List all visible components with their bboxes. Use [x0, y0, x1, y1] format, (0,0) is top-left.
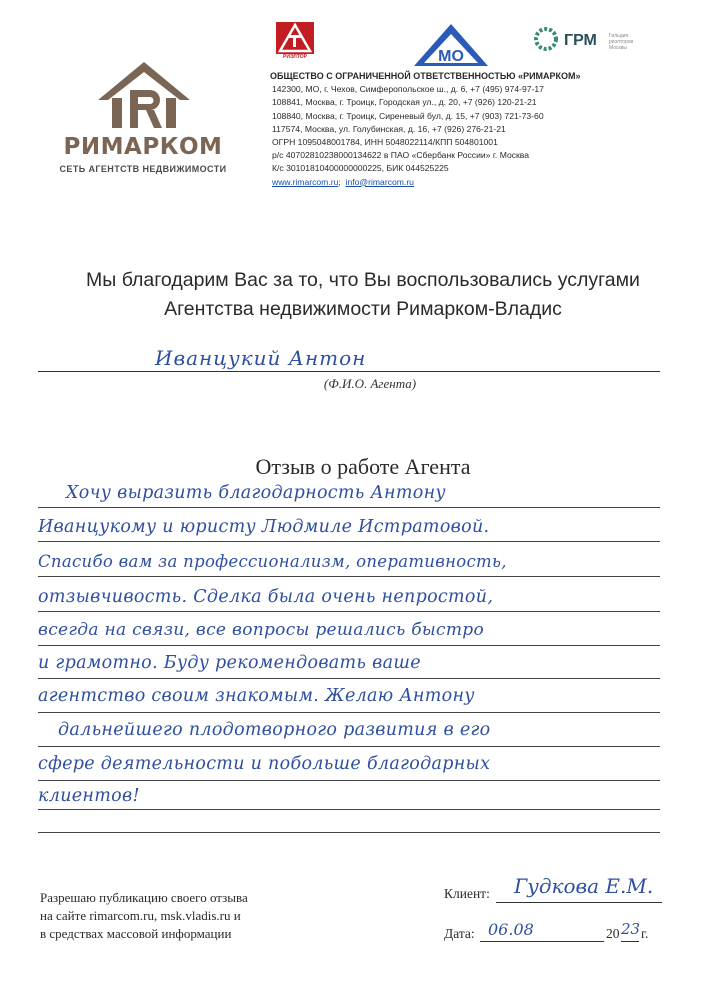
review-rule	[38, 832, 660, 833]
grm-subtitle: Гильдия риэлторов Москвы	[609, 33, 634, 51]
heading-line-2: Агентства недвижимости Римарком-Владис	[164, 298, 562, 320]
company-corr-account: К/с 30101810400000000225, БИК 044525225	[272, 163, 449, 174]
heading-line-1: Мы благодарим Вас за то, что Вы воспользовались услугами	[86, 269, 640, 291]
mo-text: МО	[438, 48, 464, 65]
review-rule	[38, 678, 660, 679]
realtor-emblem-icon	[276, 22, 314, 54]
company-bank-account: р/с 40702810238000134622 в ПАО «Сбербанк России» г. Москва	[272, 150, 530, 161]
review-line: дальнейшего плодотворного развития в его	[58, 720, 491, 740]
review-rule	[38, 746, 660, 747]
grm-ring-icon	[533, 26, 559, 52]
mo-emblem-icon	[412, 22, 490, 68]
review-line: сфере деятельности и побольше благодарных	[38, 754, 491, 774]
company-address-2: 108841, Москва, г. Троицк, Городская ул., д. 20, +7 (926) 120-21-21	[272, 97, 537, 108]
brand-tagline: СЕТЬ АГЕНТСТВ НЕДВИЖИМОСТИ	[59, 164, 227, 174]
date-label: Дата:	[444, 926, 475, 941]
review-line: клиентов!	[38, 786, 140, 806]
date-line	[480, 941, 604, 942]
company-address-4: 117574, Москва, ул. Голубинская, д. 16, +7 (926) 276-21-21	[272, 123, 506, 134]
review-rule	[38, 541, 660, 542]
email-link[interactable]: info@rimarcom.ru	[345, 176, 414, 187]
client-signature-line	[496, 902, 662, 903]
year-suffix: г.	[641, 926, 649, 941]
year-line	[621, 941, 639, 942]
permission-line: Разрешаю публикацию своего отзыва	[40, 890, 248, 905]
review-line: Спасибо вам за профессионализм, оперативность,	[38, 552, 507, 571]
year-prefix: 20	[606, 926, 620, 941]
company-name: ОБЩЕСТВО С ОГРАНИЧЕННОЙ ОТВЕТСТВЕННОСТЬЮ «РИМАРКОМ»	[270, 71, 581, 81]
review-line: Хочу выразить благодарность Антону	[66, 483, 446, 503]
brand-name: РИМАРКОМ	[63, 134, 223, 160]
year-value: 23	[621, 920, 641, 938]
grm-text: ГРМ	[564, 32, 597, 49]
review-rule	[38, 712, 660, 713]
permission-line: на сайте rimarcom.ru, msk.vladis.ru и	[40, 908, 241, 923]
house-r-icon	[96, 60, 192, 130]
agent-name-handwritten: Иванцукий Антон	[155, 346, 367, 370]
permission-line: в средствах массовой информации	[40, 926, 232, 941]
review-line: всегда на связи, все вопросы решались быстро	[38, 620, 484, 640]
client-label: Клиент:	[444, 886, 490, 901]
review-line: агентство своим знакомым. Желаю Антону	[38, 686, 475, 706]
agent-caption: (Ф.И.О. Агента)	[323, 376, 417, 391]
review-title: Отзыв о работе Агента	[255, 454, 471, 479]
agent-name-line	[38, 371, 660, 372]
company-address-1: 142300, МО, г. Чехов, Симферопольское ш., д. 6, +7 (495) 974-97-17	[272, 84, 544, 95]
website-link[interactable]: www.rimarcom.ru	[272, 176, 339, 187]
review-rule	[38, 809, 660, 810]
review-rule	[38, 611, 660, 612]
review-rule	[38, 576, 660, 577]
thank-you-heading	[0, 266, 726, 324]
realtor-caption: РИЭЛТОР	[283, 54, 307, 60]
date-value: 06.08	[488, 920, 534, 939]
review-rule	[38, 645, 660, 646]
client-signature: Гудкова Е.М.	[514, 874, 654, 898]
review-line: Иванцукому и юристу Людмиле Истратовой.	[38, 517, 490, 537]
realtor-logo	[276, 22, 314, 62]
publication-permission	[40, 889, 340, 943]
company-details: ОБЩЕСТВО С ОГРАНИЧЕННОЙ ОТВЕТСТВЕННОСТЬЮ «РИМАРКОМ» 142300, МО, г. Чехов, Симферопольское ш., д. 6, +7 (495) 974-97-17 108841, Москва, г. Троицк, Городская ул., д. 20, +7 (926) 120-21-21 108840, Москва, г. Троицк, Сиреневый бул, д. 15, +7 (903) 721-73-60 117574, Москва, ул. Голубинская, д. 16, +7 (926) 276-21-21 ОГРН 1095048001784, ИНН 5048022114/КПП 504801001 р/с 40702810238000134622 в ПАО «Сбербанк России» г. Москва К/с 30101810400000000225, БИК 044525225 www.rimarcom.ru; info@rimarcom.ru	[270, 70, 710, 189]
review-rule	[38, 780, 660, 781]
mo-logo	[412, 22, 490, 68]
company-logo	[58, 60, 228, 180]
review-line: и грамотно. Буду рекомендовать ваше	[38, 653, 421, 673]
grm-logo	[533, 26, 653, 56]
review-line: отзывчивость. Сделка была очень непростой,	[38, 587, 494, 607]
review-rule	[38, 507, 660, 508]
company-ogrn: ОГРН 1095048001784, ИНН 5048022114/КПП 504801001	[272, 137, 498, 148]
company-address-3: 108840, Москва, г. Троицк, Сиреневый бул, д. 15, +7 (903) 721-73-60	[272, 110, 544, 121]
